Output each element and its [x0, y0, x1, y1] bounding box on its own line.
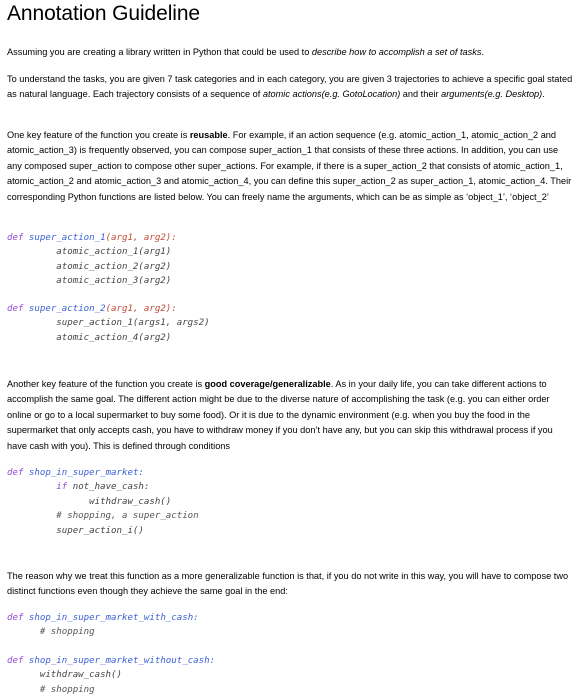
reusable-text-1: One key feature of the function you create is: [7, 130, 190, 140]
code-line: atomic_action_3(arg2): [56, 276, 172, 287]
tasks-emphasis-arguments: arguments(e.g. Desktop): [441, 89, 543, 100]
code-condition: not_have_cash:: [72, 482, 150, 493]
code-line: atomic_action_2(arg2): [56, 261, 172, 272]
code-keyword: def: [7, 613, 24, 623]
code-if-keyword: if: [56, 482, 68, 493]
code-line: super_action_1(args1, args2): [56, 318, 210, 329]
code-keyword: def: [7, 304, 24, 314]
intro-text: Assuming you are creating a library written in Python that could be used to: [7, 47, 312, 57]
generalizable-paragraph: [7, 569, 573, 600]
intro-emphasis: describe how to accomplish a set of tasks: [311, 47, 482, 57]
code-function-name: shop_in_super_market:: [28, 468, 144, 478]
code-line: withdraw_cash(): [89, 496, 172, 507]
code-block-with-cash: [7, 611, 199, 640]
code-line: withdraw_cash(): [39, 670, 122, 681]
code-function-name: super_action_2: [28, 304, 106, 314]
tasks-text-3: .: [542, 89, 545, 100]
code-args: (arg1, arg2):: [105, 304, 177, 314]
code-function-name: shop_in_super_market_with_cash:: [28, 613, 199, 623]
code-block-super-action-1: [7, 231, 177, 289]
tasks-text-2: and their: [400, 89, 442, 100]
code-function-name: shop_in_super_market_without_cash:: [28, 656, 216, 666]
code-keyword: def: [7, 656, 24, 666]
page-title: Annotation Guideline: [7, 2, 200, 25]
reusable-bold: reusable: [189, 130, 228, 140]
tasks-paragraph: [7, 72, 573, 103]
coverage-text-1: Another key feature of the function you create is: [7, 379, 205, 389]
code-block-super-action-2: [7, 302, 210, 345]
code-keyword: def: [7, 468, 24, 478]
reusable-text-2: . For example, if an action sequence (e.g. atomic_action_1, atomic_action_2 and atomic_action_3) is frequently observed, you can compose super_action_1 that consists of these three actions. In addition, you can use any composed super_action to compose other super_actions. For example, if there is a super_action_2 that consists of atomic_action_1, atomic_action_2 and atomic_action_3 and atomic_action_4, you can define this super_action_2 as super_action_1, atomic_action_4. Their corresponding Python functions are listed below. You can freely name the arguments, which can be as simple as ‘object_1’, ‘object_2’: [7, 130, 572, 202]
code-comment: # shopping: [39, 684, 95, 695]
code-line: atomic_action_4(arg2): [56, 332, 172, 343]
code-comment: # shopping, a super_action: [56, 511, 199, 522]
generalizable-text: The reason why we treat this function as a more generalizable function is that, if you do not write in this way, you will have to compose two distinct functions even though they achieve the same goal in the end:: [7, 571, 569, 597]
coverage-text-2: . As in your daily life, you can take different actions to accomplish the same goal. The different action might be due to the diverse nature of accomplishing the task (e.g. you can either order online or go to a local supermarket to buy some food). Or it is due to the dynamic environment (e.g. when you buy the food in the supermarket that only accepts cash, you have to withdraw money if you don’t have any, but you can skip this withdrawal process if you have cash with you). This is defined through conditions: [7, 379, 553, 451]
code-block-shop-in-super-market: [7, 466, 199, 538]
tasks-text-1: To understand the tasks, you are given 7 task categories and in each category, you are given 3 trajectories to achieve a specific goal stated as natural language. Each trajectory consists of a sequence of: [7, 74, 573, 100]
code-args: (arg1, arg2):: [105, 233, 177, 243]
coverage-bold: good coverage/generalizable: [204, 379, 331, 389]
code-line: super_action_i(): [56, 525, 144, 536]
coverage-paragraph: [7, 377, 573, 454]
reusable-paragraph: [7, 128, 573, 205]
code-comment: # shopping: [39, 627, 95, 638]
intro-paragraph: [7, 45, 573, 60]
code-keyword: def: [7, 233, 24, 243]
tasks-emphasis-atomic: atomic actions(e.g. GotoLocation): [262, 89, 401, 100]
intro-end: .: [481, 47, 484, 57]
code-block-without-cash: [7, 654, 215, 697]
code-function-name: super_action_1: [28, 233, 106, 243]
code-line: atomic_action_1(arg1): [56, 247, 172, 258]
